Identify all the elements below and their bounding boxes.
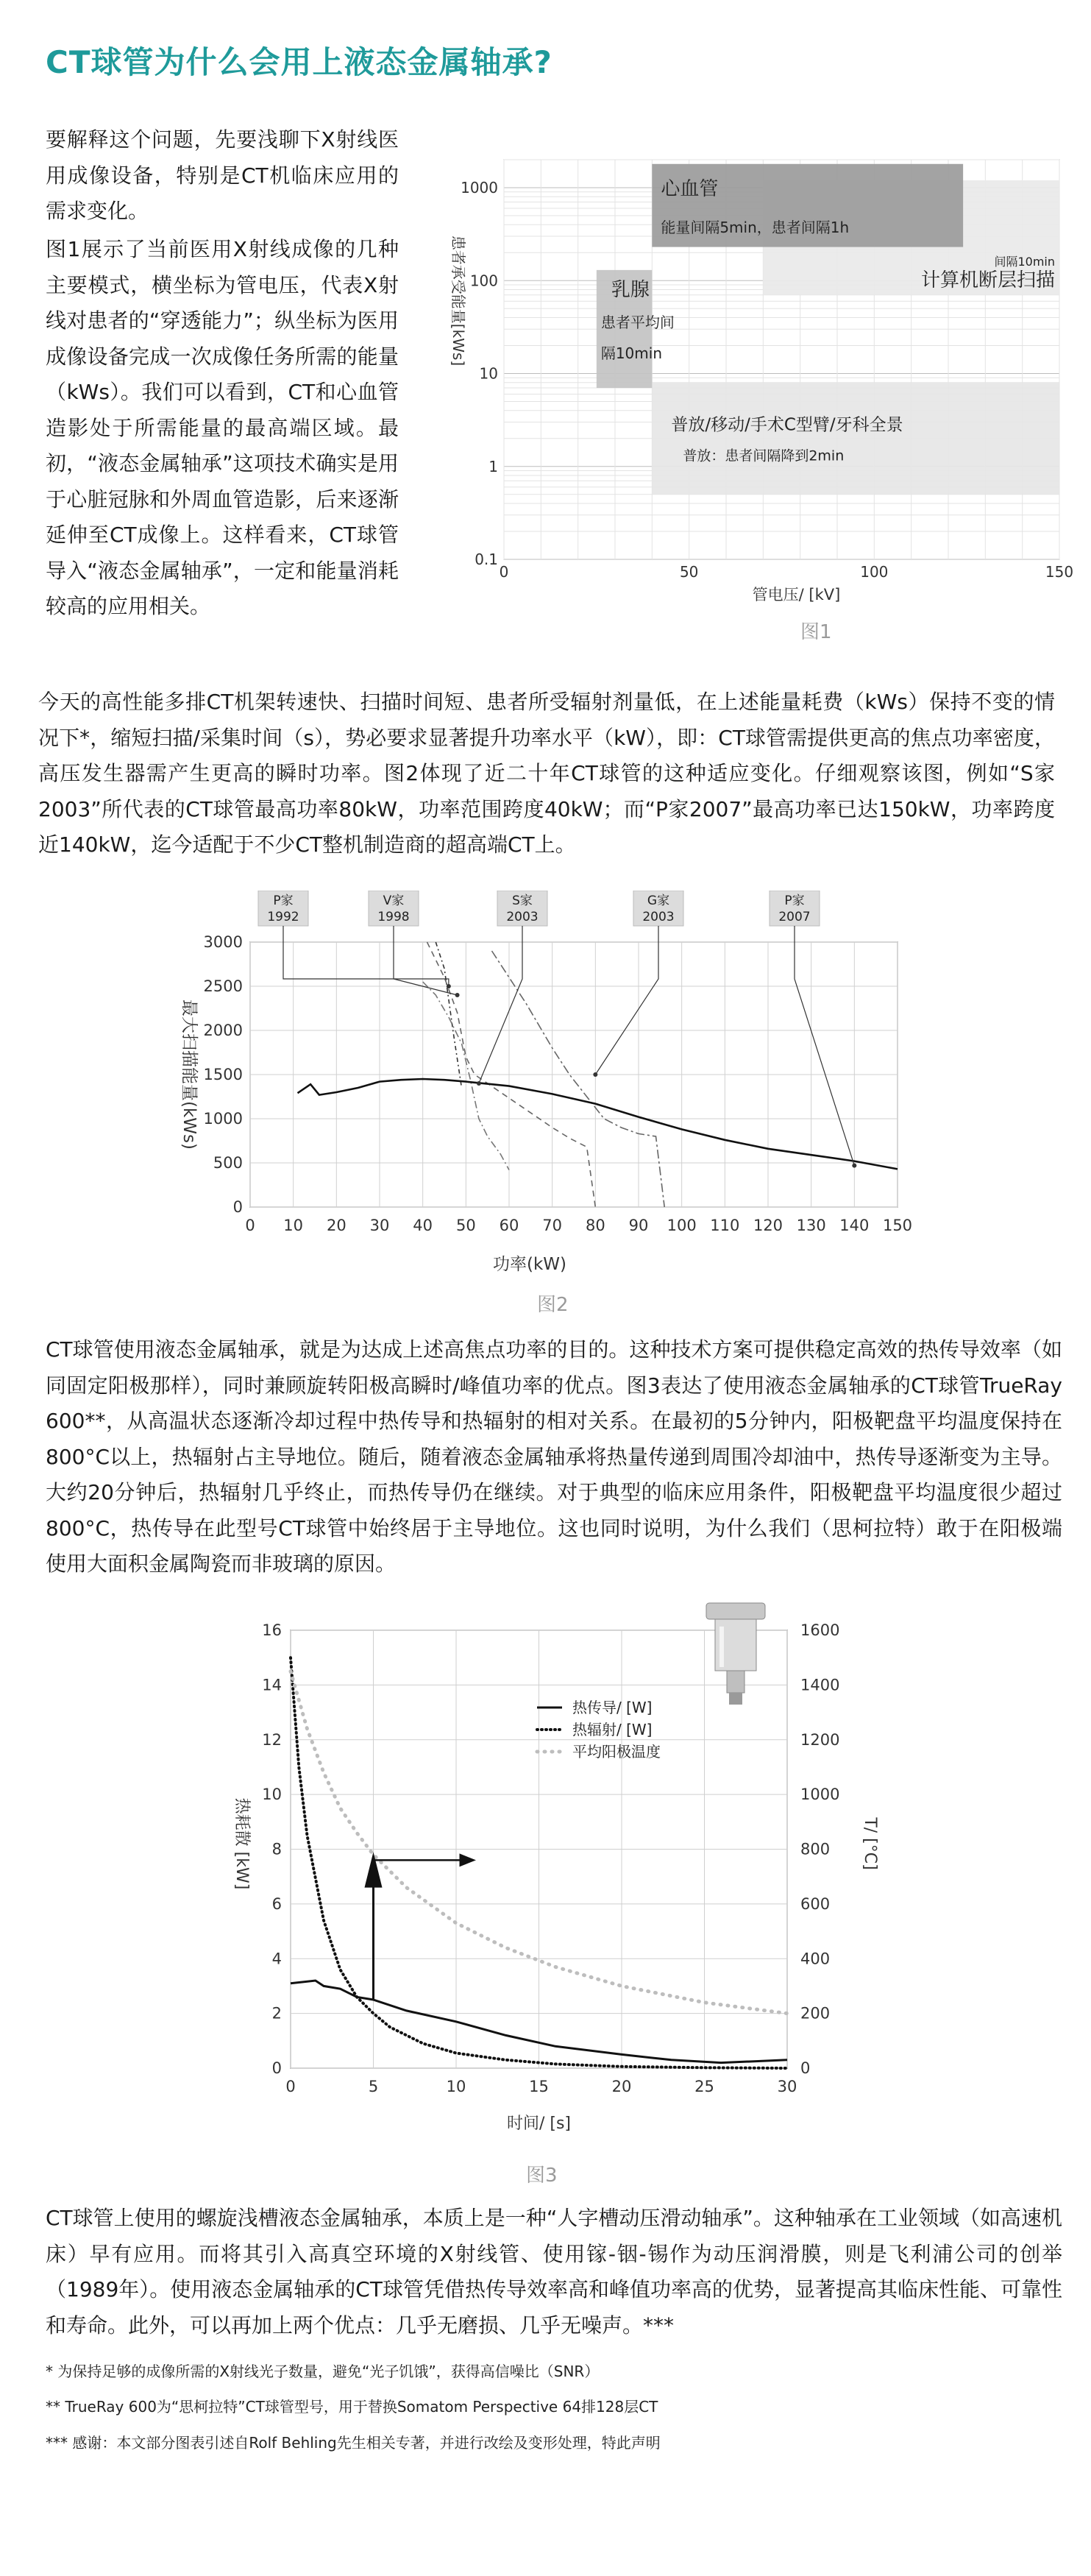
figure1-y-tick-label: 1 <box>488 457 498 475</box>
figure3-y-right-tick-label: 1000 <box>800 1786 840 1804</box>
figure1-x-tick-label: 50 <box>679 563 699 581</box>
figure1-label-radiography: 普放/移动/手术C型臂/牙科全景 <box>671 415 903 435</box>
figure2-leader-arrowhead <box>477 1081 481 1086</box>
figure2-y-tick-label: 500 <box>213 1154 243 1172</box>
figure1-label-radiography-sub: 普放：患者间隔降到2min <box>683 447 845 464</box>
figure3-y-right-tick-label: 1400 <box>800 1676 840 1694</box>
figure3-chart <box>206 1597 883 2149</box>
figure1-y-tick-label: 1000 <box>461 179 498 197</box>
figure2-y-tick-label: 1500 <box>203 1066 243 1083</box>
figure1-label-mammo-sub2: 隔10min <box>600 344 663 362</box>
figure2-leader-arrowhead <box>455 993 460 997</box>
figure3-explanation-paragraph: CT球管使用液态金属轴承，就是为达成上述高焦点功率的目的。这种技术方案可提供稳定高效的热传导效率（如同固定阳极那样），同时兼顾旋转阳极高瞬时/峰值功率的优点。图3表达了使用液态金属轴承的CT球管TrueRay 600**，从高温状态逐渐冷却过程中热传导和热辐射的相对关系。在最初的5分钟内，阳极靶盘平均温度保持在800°C以上，热辐射占主导地位。随后，随着液态金属轴承将热量传递到周围冷却油中，热传导逐渐变为主导。大约20分钟后，热辐射几乎终止，而热传导仍在继续。对于典型的临床应用条件，阳极靶盘平均温度很少超过800°C，热传导在此型号CT球管中始终居于主导地位。这也同时说明，为什么我们（思柯拉特）敢于在阳极端使用大面积金属陶瓷而非玻璃的原因。 <box>46 1337 1062 1576</box>
figure3-x-tick-label: 15 <box>529 2078 549 2095</box>
figure2-y-tick-label: 2000 <box>203 1022 243 1039</box>
figure2-leader-arrowhead <box>852 1164 856 1168</box>
figure3-x-tick-label: 0 <box>285 2078 296 2095</box>
bearing-image-flange <box>706 1603 765 1619</box>
figure3-legend-label: 热辐射/ [W] <box>572 1721 653 1738</box>
bearing-conclusion-paragraph: CT球管上使用的螺旋浅槽液态金属轴承，本质上是一种“人字槽动压滑动轴承”。这种轴承在工业领域（如高速机床）早有应用。而将其引入高真空环境的X射线管、使用镓-铟-锡作为动压润滑膜，则是飞利浦公司的创举（1989年）。使用液态金属轴承的CT球管凭借热传导效率高和峰值功率高的优势，显著提高其临床性能、可靠性和寿命。此外，可以再加上两个优点：几乎无磨损、几乎无噪声。*** <box>46 2206 1062 2338</box>
figure1-y-tick-label: 0.1 <box>475 551 498 568</box>
figure2-leader-arrowhead <box>447 984 451 988</box>
figure1-region-3 <box>652 383 1059 495</box>
figure2-y-axis-label: 最大扫描能量(kWs) <box>180 999 199 1150</box>
footnote-3: *** 感谢：本文部分图表引述自Rolf Behling先生相关专著，并进行改绘及变形处理，特此声明 <box>46 2434 661 2452</box>
figure2-label-line1: V家 <box>383 894 405 908</box>
figure2-x-tick-label: 20 <box>326 1217 347 1234</box>
figure3-caption: 图3 <box>526 2165 558 2187</box>
figure2-explanation-paragraph: 今天的高性能多排CT机架转速快、扫描时间短、患者所受辐射剂量低，在上述能量耗费（kWs）保持不变的情况下*，缩短扫描/采集时间（s），势必要求显著提升功率水平（kW），即：CT球管需提供更高的焦点功率密度，高压发生器需产生更高的瞬时功率。图2体现了近二十年CT球管的这种适应变化。仔细观察该图，例如“S家 2003”所代表的CT球管最高功率80kW，功率范围跨度40kW；而“P家2007”最高功率已达150kW，功率跨度近140kW，迄今适配于不少CT整机制造商的超高端CT上。 <box>38 690 1055 857</box>
figure2-label-line2: 2003 <box>506 910 539 924</box>
figure1-label-mammo-sub1: 患者平均间 <box>600 313 675 331</box>
figure3-y-right-tick-label: 800 <box>800 1840 831 1858</box>
figure2-x-tick-label: 150 <box>882 1217 913 1234</box>
figure2-label-line1: S家 <box>512 894 533 908</box>
bearing-image-tip <box>729 1693 742 1705</box>
figure3-x-tick-label: 10 <box>446 2078 466 2095</box>
figure3-y-left-axis-label: 热耗散 [kW] <box>232 1797 251 1890</box>
figure2-x-tick-label: 70 <box>542 1217 563 1234</box>
figure3-y-left-tick-label: 0 <box>271 2059 282 2077</box>
intro-paragraph: 要解释这个问题，先要浅聊下X射线医用成像设备，特别是CT机临床应用的需求变化。 <box>46 127 399 223</box>
figure1-label-mammo: 乳腺 <box>611 278 650 301</box>
figure2-label-line2: 2003 <box>642 910 675 924</box>
figure2-y-tick-label: 3000 <box>203 933 243 951</box>
figure2-x-tick-label: 10 <box>283 1217 304 1234</box>
figure3-legend-label: 热传导/ [W] <box>572 1699 653 1716</box>
figure2-label-line1: P家 <box>784 894 805 908</box>
figure2-label-line2: 1998 <box>377 910 410 924</box>
figure3-y-right-tick-label: 1200 <box>800 1730 840 1749</box>
figure1-y-tick-label: 100 <box>469 272 498 290</box>
figure1-label-ct: 计算机断层扫描 <box>920 269 1055 291</box>
figure2-x-tick-label: 30 <box>369 1217 390 1234</box>
figure2-x-tick-label: 100 <box>667 1217 697 1234</box>
figure2-label-line1: P家 <box>273 894 294 908</box>
figure3-y-right-tick-label: 400 <box>800 1950 831 1968</box>
figure3-x-tick-label: 20 <box>611 2078 632 2095</box>
figure2-label-line2: 2007 <box>778 910 811 924</box>
figure3-y-left-tick-label: 4 <box>271 1950 282 1968</box>
figure1-x-tick-label: 100 <box>860 563 889 581</box>
figure3-legend-label: 平均阳极温度 <box>572 1743 661 1761</box>
figure2-label-line1: G家 <box>647 894 670 908</box>
figure1-caption: 图1 <box>800 621 832 643</box>
figure2-x-tick-label: 40 <box>413 1217 433 1234</box>
figure1-y-tick-label: 10 <box>479 364 498 383</box>
figure2-leader-arrowhead <box>593 1072 597 1077</box>
figure1-label-cardio-sub: 能量间隔5min，患者间隔1h <box>661 218 850 236</box>
figure2-caption: 图2 <box>537 1294 569 1316</box>
footnote-1: * 为保持足够的成像所需的X射线光子数量，避免“光子饥饿”，获得高信噪比（SNR） <box>46 2363 600 2380</box>
figure3-y-right-tick-label: 0 <box>800 2059 811 2077</box>
figure1-chart <box>427 151 1089 607</box>
figure3-y-left-tick-label: 14 <box>262 1676 282 1694</box>
figure1-explanation-paragraph: 图1展示了当前医用X射线成像的几种主要模式，横坐标为管电压，代表X射线对患者的“穿透能力”；纵坐标为医用成像设备完成一次成像任务所需的能量（kWs）。我们可以看到，CT和心血管造影处于所需能量的最高端区域。最初，“液态金属轴承”这项技术确实是用于心脏冠脉和外周血管造影，后来逐渐延伸至CT成像上。这样看来，CT球管导入“液态金属轴承”，一定和能量消耗较高的应用相关。 <box>46 237 399 618</box>
figure2-x-axis-label: 功率(kW) <box>492 1255 567 1273</box>
figure2-x-tick-label: 130 <box>796 1217 826 1234</box>
figure2-x-tick-label: 120 <box>753 1217 783 1234</box>
page-title: CT球管为什么会用上液态金属轴承? <box>46 44 552 80</box>
figure2-x-tick-label: 80 <box>585 1217 605 1234</box>
figure3-y-left-tick-label: 16 <box>262 1621 282 1639</box>
figure2-y-tick-label: 2500 <box>203 977 243 995</box>
figure2-label-line2: 1992 <box>267 910 299 924</box>
figure3-y-right-tick-label: 1600 <box>800 1621 840 1639</box>
bearing-image-shaft <box>727 1671 744 1693</box>
figure1-label-ct-sub: 间隔10min <box>994 254 1055 269</box>
figure3-y-right-tick-label: 200 <box>800 2004 831 2023</box>
figure3-y-left-tick-label: 2 <box>271 2004 282 2023</box>
figure3-y-left-tick-label: 6 <box>271 1894 282 1913</box>
figure3-y-right-tick-label: 600 <box>800 1894 831 1913</box>
bearing-image-highlight <box>719 1627 724 1667</box>
figure3-y-left-tick-label: 8 <box>271 1840 282 1858</box>
figure1-x-tick-label: 0 <box>499 563 509 581</box>
figure2-x-tick-label: 0 <box>245 1217 255 1234</box>
figure2-x-tick-label: 60 <box>499 1217 519 1234</box>
figure2-chart <box>140 891 920 1273</box>
figure3-y-left-tick-label: 10 <box>262 1786 282 1804</box>
figure3-y-right-axis-label: T/ [°C] <box>861 1817 879 1870</box>
figure2-x-tick-label: 110 <box>710 1217 740 1234</box>
figure2-x-tick-label: 140 <box>839 1217 870 1234</box>
figure3-y-left-tick-label: 12 <box>262 1730 282 1749</box>
figure1-label-cardio: 心血管 <box>661 177 719 200</box>
figure2-y-tick-label: 1000 <box>203 1110 243 1128</box>
footnote-2: ** TrueRay 600为“思柯拉特”CT球管型号，用于替换Somatom Perspective 64排128层CT <box>46 2398 658 2416</box>
figure3-x-axis-label: 时间/ [s] <box>506 2115 572 2133</box>
figure3-x-tick-label: 5 <box>368 2078 379 2095</box>
figure1-y-axis-label: 患者承受能量[kWs] <box>449 235 467 367</box>
figure2-y-tick-label: 0 <box>232 1198 243 1216</box>
figure3-x-tick-label: 30 <box>777 2078 797 2095</box>
figure2-x-tick-label: 90 <box>628 1217 649 1234</box>
figure2-x-tick-label: 50 <box>455 1217 476 1234</box>
figure3-x-tick-label: 25 <box>694 2078 714 2095</box>
figure1-x-axis-label: 管电压/ [kV] <box>752 586 841 604</box>
figure1-x-tick-label: 150 <box>1045 563 1074 581</box>
